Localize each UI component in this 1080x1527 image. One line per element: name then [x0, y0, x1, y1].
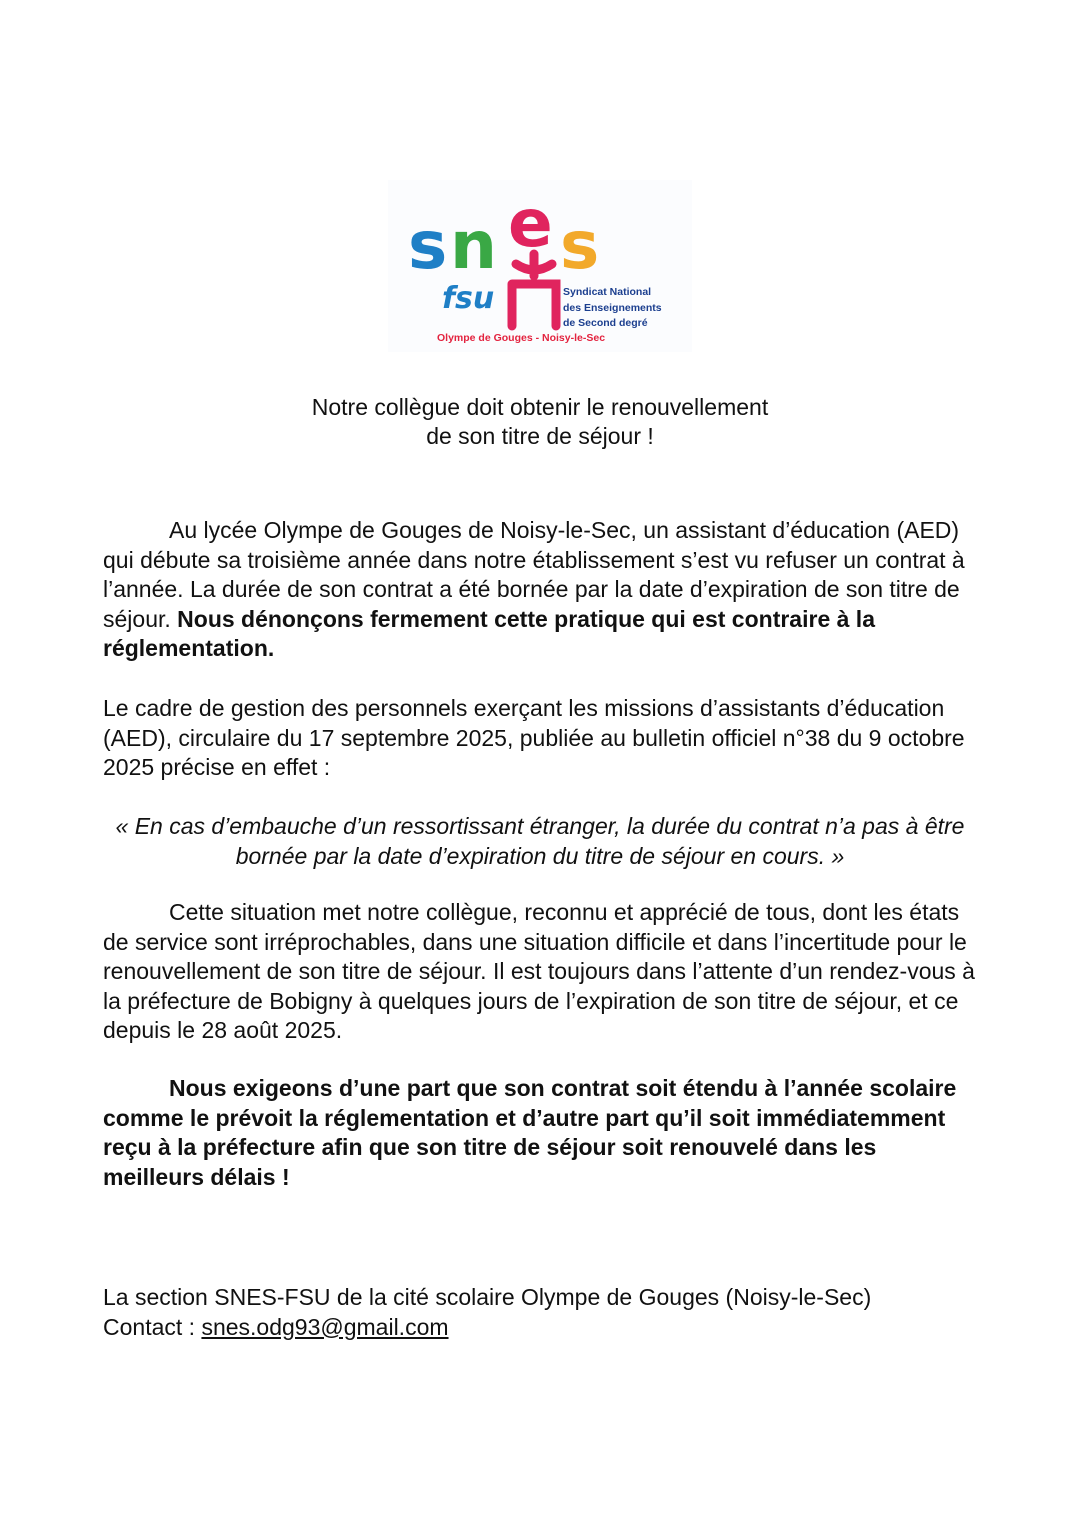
logo-section-line: Olympe de Gouges - Noisy-le-Sec	[437, 332, 606, 344]
signature-line: La section SNES-FSU de la cité scolaire Olympe de Gouges (Noisy-le-Sec)	[103, 1284, 872, 1310]
signature	[103, 1283, 983, 1342]
logo-letter-s2: s	[560, 207, 600, 284]
title-line-2: de son titre de séjour !	[426, 423, 654, 449]
paragraph-regulation: Le cadre de gestion des personnels exerçant les missions d’assistants d’éducation (AED), circulaire du 17 septembre 2025, publiée au bulletin officiel n°38 du 9 octobre 2025 précise en effet :	[103, 695, 965, 780]
logo-org-line1: Syndicat National	[563, 286, 652, 298]
contact-line	[103, 1313, 983, 1343]
contact-label: Contact :	[103, 1313, 202, 1340]
paragraph-situation	[103, 516, 983, 664]
title-line-1: Notre collègue doit obtenir le renouvellement	[311, 394, 769, 420]
page-title	[0, 393, 1080, 451]
contact-email-link[interactable]: snes.odg93@gmail.com	[201, 1313, 449, 1340]
logo-graphic	[388, 180, 692, 352]
logo-org-line2: des Enseignements	[563, 302, 662, 314]
figure-icon	[512, 254, 556, 326]
paragraph-demands: Nous exigeons d’une part que son contrat soit étendu à l’année scolaire comme le prévoit la réglementation et d’autre part qu’il soit immédiatemment reçu à la préfecture afin que son titre de séjour soit renouvelé dans les meilleurs délais !	[103, 1075, 957, 1190]
paragraph-1-text: Au lycée Olympe de Gouges de Noisy-le-Sec, un assistant d’éducation (AED) qui débute sa troisième année dans notre établissement s’est vu refuser un contrat à l’année. La durée de son contrat a été bornée par la date d’expiration de son titre de séjour.	[103, 517, 965, 632]
regulation-quote: « En cas d’embauche d’un ressortissant étranger, la durée du contrat n’a pas à être bornée par la date d’expiration du titre de séjour en cours. »	[115, 813, 965, 869]
snes-fsu-logo	[388, 180, 692, 352]
paragraph-1-bold: Nous dénonçons fermement cette pratique qui est contraire à la réglementation.	[103, 605, 875, 661]
logo-fsu: fsu	[442, 281, 495, 316]
logo-letter-s1: s	[408, 207, 448, 284]
paragraph-context: Cette situation met notre collègue, reconnu et apprécié de tous, dont les états de service sont irréprochables, dans une situation difficile et dans l’incertitude pour le renouvellement de son titre de séjour. Il est toujours dans l’attente d’un rendez-vous à la préfecture de Bobigny à quelques jours de l’expiration de son titre de séjour, et ce depuis le 28 août 2025.	[103, 899, 975, 1043]
logo-letter-e: e	[508, 185, 553, 262]
logo-letter-n: n	[450, 207, 497, 284]
logo-org-line3: de Second degré	[563, 317, 648, 329]
